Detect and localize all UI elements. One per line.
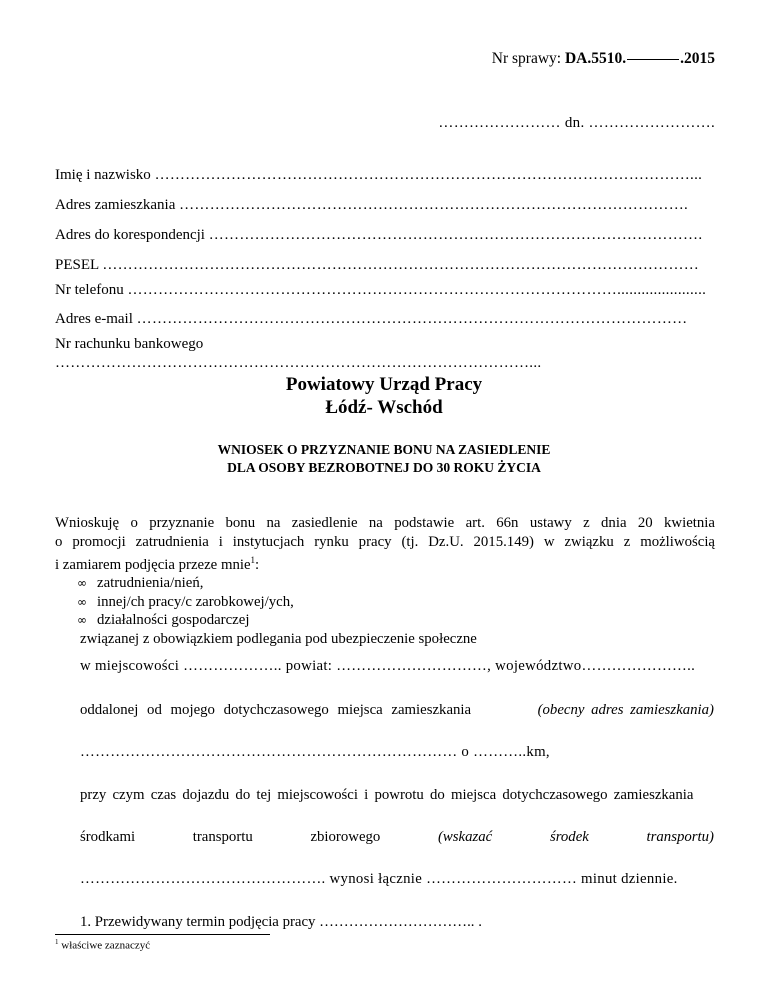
infinity-bullet-icon: ∞ [77, 613, 87, 627]
footnote [55, 938, 150, 952]
field-phone[interactable] [55, 282, 706, 299]
infinity-bullet-icon: ∞ [77, 576, 87, 590]
field-correspondence[interactable] [55, 227, 702, 244]
field-label: Imię i nazwisko [55, 167, 151, 183]
field-dots[interactable]: ……………………………………………………………………………………. [208, 227, 703, 243]
field-bank-dots[interactable]: …………………………………………………………………………………... [55, 355, 542, 371]
intro-line-last: i zamiarem podjęcia przeze mnie$^1$: [55, 555, 260, 573]
field-bank-label: Nr rachunku bankowego [55, 336, 204, 352]
case-blank[interactable] [627, 59, 679, 60]
footnote-number: 1 [55, 938, 59, 946]
transport-line [80, 829, 714, 846]
transport-hint: transportu) [646, 829, 714, 845]
location-line[interactable]: w miejscowości ……………….. powiat: …………………………, województwo………………….. [80, 658, 696, 674]
field-dots[interactable]: ……………………………………………………………………………………………… [136, 311, 688, 327]
option-item[interactable]: ∞ działalności gospodarczej [77, 612, 250, 628]
case-suffix: .2015 [680, 50, 715, 67]
form-title-line1: WNIOSEK O PRZYZNANIE BONU NA ZASIEDLENIE [217, 442, 551, 457]
intro-line: Wnioskuję o przyznanie bonu na zasiedlenie na podstawie art. 66n ustawy z dnia 20 kwietnia [55, 515, 715, 531]
intro-paragraph [55, 514, 715, 574]
footnote-ref: 1 [250, 555, 256, 565]
start-date-item[interactable]: 1. Przewidywany termin podjęcia pracy ………………………….. . [80, 914, 482, 930]
transport-word: transportu [192, 829, 253, 845]
field-dots[interactable]: ……………………………………………………………………………………...................... [127, 282, 707, 298]
case-number [492, 50, 715, 68]
form-title-line2: DLA OSOBY BEZROBOTNEJ DO 30 ROKU ŻYCIA [227, 460, 541, 475]
transport-hint: (wskazać [438, 829, 493, 845]
field-pesel[interactable] [55, 257, 699, 274]
options-tail: związanej z obowiązkiem podlegania pod ubezpieczenie społeczne [80, 630, 477, 647]
commute-time-line[interactable]: …………………………………………. wynosi łącznie ………………………… minut dziennie. [80, 871, 678, 887]
commute-line: przy czym czas dojazdu do tej miejscowości i powrotu do miejsca dotychczasowego zamieszkania [80, 787, 694, 803]
field-address[interactable] [55, 197, 688, 214]
options-list [77, 574, 477, 648]
case-prefix: DA.5510. [564, 50, 627, 67]
field-dots[interactable]: ………………………………………………………………………………………. [179, 197, 689, 213]
field-label: Nr telefonu [55, 282, 124, 298]
field-label: Adres do korespondencji [55, 227, 205, 243]
office-branch: Łódź- Wschód [325, 397, 443, 418]
transport-hint: środek [549, 829, 589, 845]
field-email[interactable] [55, 311, 687, 328]
field-name[interactable] [55, 167, 702, 184]
option-item[interactable]: ∞ zatrudnienia/nień, [77, 575, 204, 591]
infinity-bullet-icon: ∞ [77, 594, 87, 609]
field-label: PESEL [55, 257, 99, 273]
intro-line: o promocji zatrudnienia i instytucjach rynku pracy (tj. Dz.U. 2015.149) w związku z możliwością [55, 533, 715, 550]
office-name: Powiatowy Urząd Pracy [285, 374, 483, 395]
footnote-divider [55, 934, 270, 935]
transport-word: środkami [80, 829, 136, 845]
field-label: Adres zamieszkania [55, 197, 176, 213]
field-dots[interactable]: ……………………………………………………………………………………………………… [102, 257, 700, 273]
distance-line [80, 702, 714, 719]
distance-text: oddalonej od mojego dotychczasowego miejsca zamieszkania [80, 702, 472, 718]
option-item[interactable]: ∞ innej/ch pracy/c zarobkowej/ych, [77, 593, 294, 610]
field-label: Adres e-mail [55, 311, 133, 327]
footnote-text: właściwe zaznaczyć [58, 939, 151, 952]
date-line[interactable]: …………………… dn. ……………………. [438, 115, 715, 131]
distance-note: (obecny adres zamieszkania) [537, 702, 714, 718]
field-dots[interactable]: ……………………………………………………………………………………………... [154, 167, 703, 183]
transport-word: zbiorowego [310, 829, 381, 845]
case-label: Nr sprawy: [491, 50, 562, 67]
distance-km-line[interactable]: ………………………………………………………………… o ………..km, [80, 744, 550, 760]
